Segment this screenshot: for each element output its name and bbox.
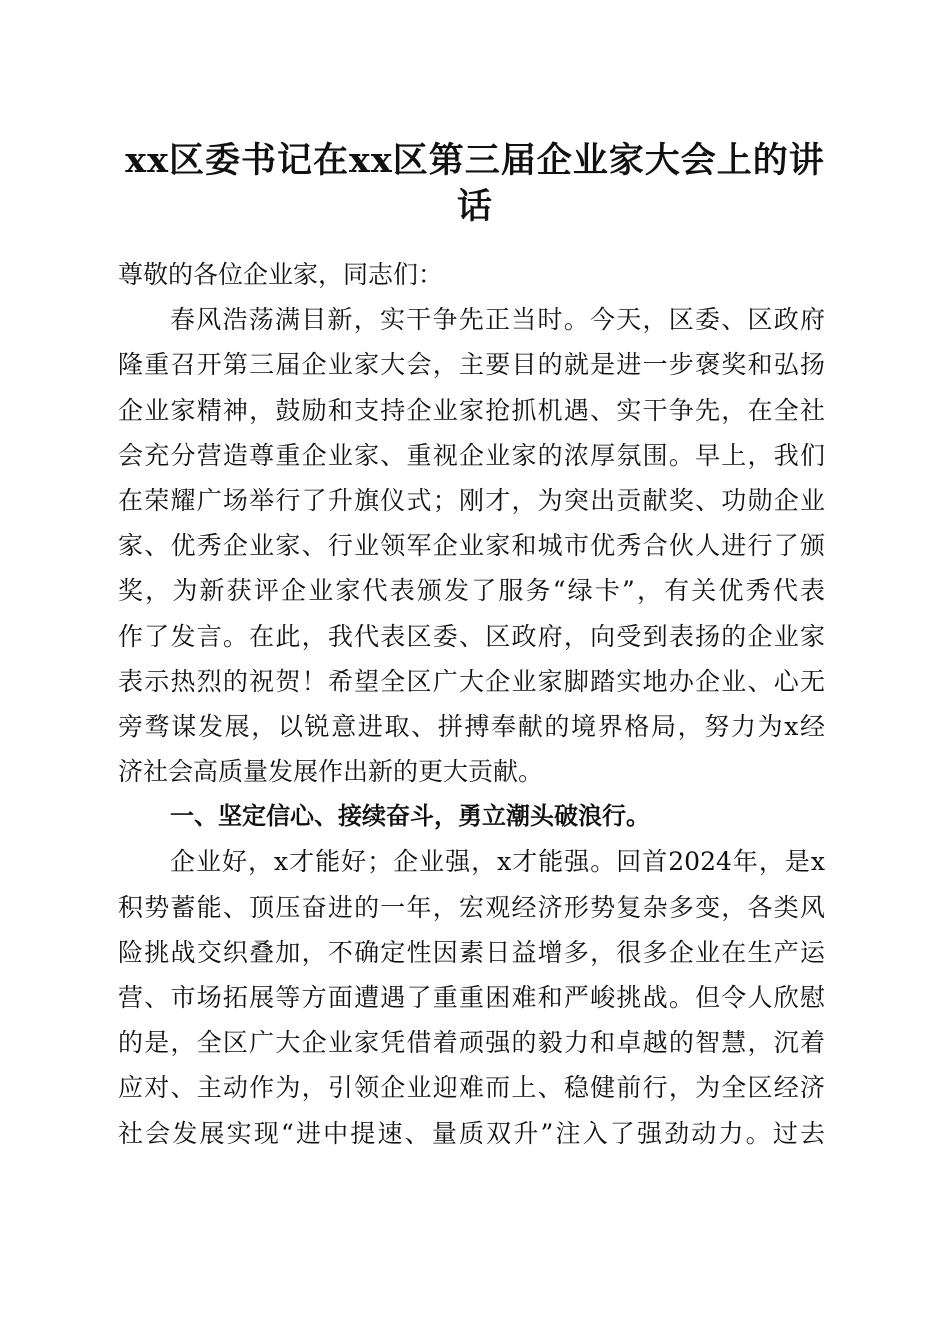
section-heading: 一、坚定信心、接续奋斗，勇立潮头破浪行。 — [170, 802, 650, 831]
paragraph-2-line: 险挑战交织叠加，不确定性因素日益增多，很多企业在生产运 — [118, 937, 825, 967]
paragraph-1-line: 隆重召开第三届企业家大会，主要目的就是进一步褒奖和弘扬 — [118, 350, 825, 380]
document-title — [100, 138, 850, 230]
paragraph-1-line: 家、优秀企业家、行业领军企业家和城市优秀合伙人进行了颁 — [118, 531, 825, 561]
title-line-1: xx区委书记在xx区第三届企业家大会上的讲 — [125, 140, 825, 181]
paragraph-1-line: 会充分营造尊重企业家、重视企业家的浓厚氛围。早上，我们 — [118, 440, 825, 470]
paragraph-1-line: 旁骛谋发展，以锐意进取、拼搏奉献的境界格局，努力为x经 — [118, 711, 825, 741]
paragraph-2-line: 企业好，x才能好；企业强，x才能强。回首2024年，是x — [170, 847, 825, 877]
paragraph-1-line: 奖，为新获评企业家代表颁发了服务“绿卡”，有关优秀代表 — [118, 576, 825, 606]
document-body — [118, 252, 825, 1156]
title-line-2: 话 — [456, 186, 493, 227]
paragraph-2-line: 社会发展实现“进中提速、量质双升”注入了强劲动力。过去 — [118, 1118, 825, 1148]
paragraph-1-line: 春风浩荡满目新，实干争先正当时。今天，区委、区政府 — [170, 305, 825, 335]
paragraph-2-line: 营、市场拓展等方面遭遇了重重困难和严峻挑战。但令人欣慰 — [118, 983, 825, 1012]
paragraph-2-line: 积势蓄能、顶压奋进的一年，宏观经济形势复杂多变，各类风 — [118, 892, 825, 922]
paragraph-1-line: 在荣耀广场举行了升旗仪式；刚才，为突出贡献奖、功勋企业 — [118, 485, 825, 515]
paragraph-1-line: 作了发言。在此，我代表区委、区政府，向受到表扬的企业家 — [118, 621, 825, 651]
paragraph-2-line: 的是，全区广大企业家凭借着顽强的毅力和卓越的智慧，沉着 — [118, 1028, 825, 1058]
paragraph-1-line: 企业家精神，鼓励和支持企业家抢抓机遇、实干争先，在全社 — [118, 395, 825, 425]
paragraph-2-line: 应对、主动作为，引领企业迎难而上、稳健前行，为全区经济 — [118, 1073, 825, 1103]
paragraph-1-line: 表示热烈的祝贺！希望全区广大企业家脚踏实地办企业、心无 — [118, 666, 825, 696]
greeting: 尊敬的各位企业家，同志们： — [118, 260, 444, 289]
paragraph-1-line: 济社会高质量发展作出新的更大贡献。 — [118, 757, 544, 787]
